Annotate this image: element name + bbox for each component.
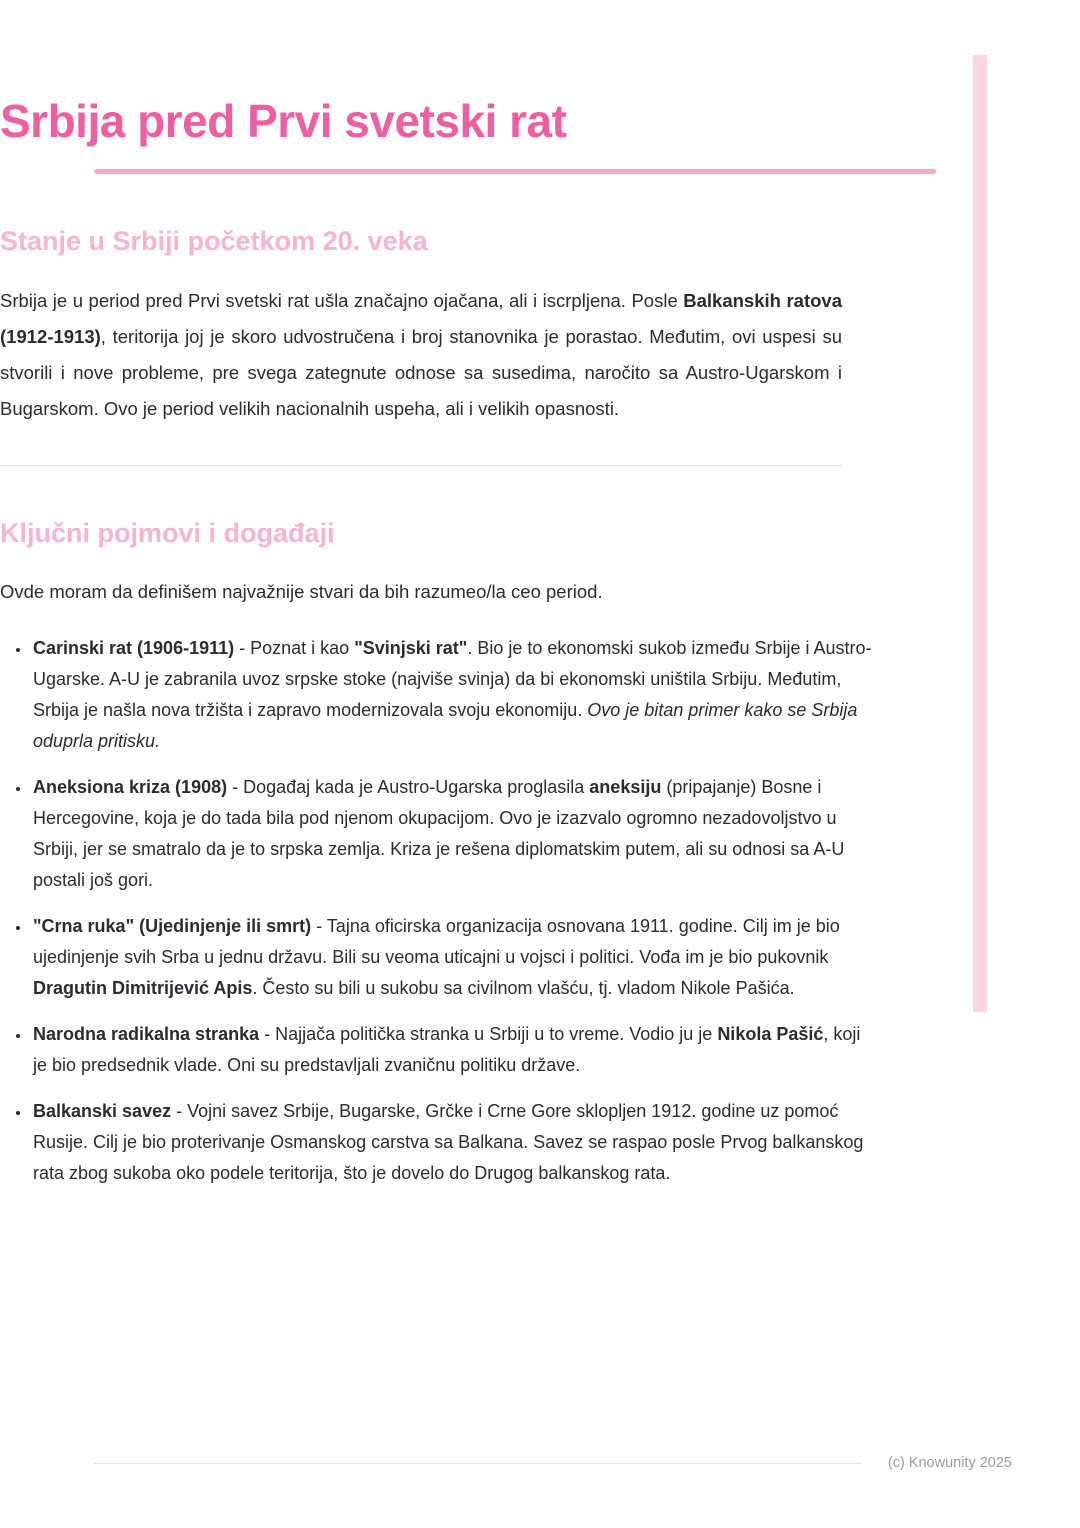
key-term-item (31, 633, 873, 757)
text-segment: Srbija je u period pred Prvi svetski rat ušla značajno ojačana, ali i iscrpljena. Posle (0, 289, 684, 311)
text-segment: - Vojni savez Srbije, Bugarske, Grčke i Crne Gore sklopljen 1912. godine uz pomoć Rusije. Cilj je bio proterivanje Osmanskog carstva sa Balkana. Savez se raspao posle Prvog balkanskog rata zbog sukoba oko podele teritorija, što je dovelo do Drugog balkanskog rata. (33, 1100, 864, 1183)
title-underline-rule (94, 169, 936, 174)
text-segment: Aneksiona kriza (1908) (33, 776, 228, 797)
text-segment: Ovo je bitan primer kako se Srbija oduprla pritisku. (33, 699, 858, 751)
page-edge-stripe (973, 55, 987, 1012)
page-title: Srbija pred Prvi svetski rat (0, 95, 567, 147)
text-segment: - Poznat i kao (234, 637, 355, 658)
section-divider (0, 465, 842, 466)
text-segment: - Događaj kada je Austro-Ugarska proglasila (227, 776, 590, 797)
text-segment: (pripajanje) Bosne i Hercegovine, koja je do tada bila pod njenom okupacijom. Ovo je izazvalo ogromno nezadovoljstvo u Srbiji, jer se smatralo da je to srpska zemlja. Kriza je rešena diplomatskim putem, ali su odnosi sa A-U postali još gori. (33, 776, 845, 890)
key-term-item (31, 1096, 873, 1189)
text-segment: Narodna radikalna stranka (33, 1023, 260, 1044)
key-term-item (31, 772, 873, 896)
text-segment: aneksiju (589, 776, 662, 797)
text-segment: . Bio je to ekonomski sukob između Srbije i Austro-Ugarske. A-U je zabranila uvoz srpske stoke (najviše svinja) da bi ekonomski uništila Srbiju. Međutim, Srbija je našla nova tržišta i zapravo modernizovala svoju ekonomiju. (33, 637, 872, 720)
section-kljucni-pojmovi (0, 518, 1080, 1189)
text-segment: Balkanski savez (33, 1100, 172, 1121)
section-paragraph-stanje (0, 283, 842, 427)
text-segment: , teritorija joj je skoro udvostručena i broj stanovnika je porastao. Međutim, ovi uspesi su stvorili i nove probleme, pre svega zategnute odnose sa susedima, naročito sa Austro-Ugarskom i Bugarskom. Ovo je period velikih nacionalnih uspeha, ali i velikih opasnosti. (0, 325, 842, 419)
text-segment: Carinski rat (1906-1911) (33, 637, 235, 658)
text-segment: - Tajna oficirska organizacija osnovana 1911. godine. Cilj im je bio ujedinjenje svih Srba u jednu državu. Bili su veoma uticajni u vojsci i politici. Vođa im je bio pukovnik (33, 915, 840, 967)
key-terms-list (0, 633, 873, 1189)
section-heading-kljucni: Ključni pojmovi i događaji (0, 517, 335, 548)
text-segment: , koji je bio predsednik vlade. Oni su predstavljali zvaničnu politiku države. (33, 1023, 861, 1075)
section-heading-stanje: Stanje u Srbiji početkom 20. veka (0, 225, 428, 256)
text-segment: Nikola Pašić (717, 1023, 824, 1044)
key-term-item (31, 911, 873, 1004)
text-segment: - Najjača politička stranka u Srbiji u to vreme. Vodio ju je (259, 1023, 718, 1044)
text-segment: "Crna ruka" (Ujedinjenje ili smrt) (33, 915, 312, 936)
text-segment: "Svinjski rat" (354, 637, 468, 658)
section-intro-text: Ovde moram da definišem najvažnije stvari da bih razumeo/la ceo period. (0, 580, 603, 602)
text-segment: Dragutin Dimitrijević Apis (33, 977, 253, 998)
footer-credit: (c) Knowunity 2025 (887, 1455, 1012, 1471)
section-stanje-u-srbiji (0, 226, 1080, 427)
footer-divider (94, 1463, 862, 1464)
page-footer (94, 1455, 1012, 1471)
text-segment: . Često su bili u sukobu sa civilnom vlašću, tj. vladom Nikole Pašića. (252, 977, 795, 998)
text-segment: Balkanskih ratova (1912-1913) (0, 289, 842, 347)
key-term-item (31, 1019, 873, 1081)
